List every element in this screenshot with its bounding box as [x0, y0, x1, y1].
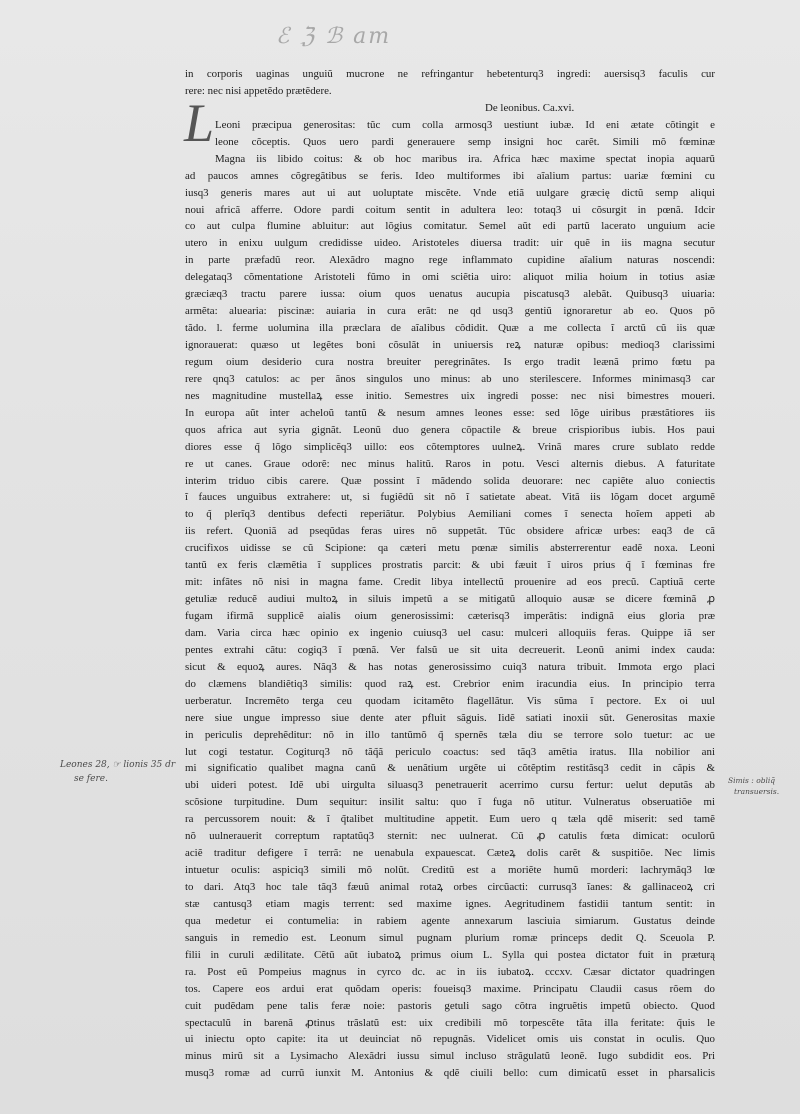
text-line: delegataq3 cõmentatione Aristoteli fũmo in omi sciẽtia uiro: aliquot milia hoium in totius asiæ — [185, 271, 715, 284]
text-line: græciæq3 tractu parere iussa: oium quos uenatus aucupia piscatusq3 alebãt. Quibusq3 uiuaria: — [185, 288, 715, 301]
text-line: ĩ fauces unguibus extrahere: ut, si fugiẽdũ sit nõ ĩ satietate abeat. Vitã iis lõgam docet argumẽ — [185, 491, 715, 504]
right-margin-annotation — [728, 775, 779, 797]
text-line: scõsione turpitudine. Dum sequitur: insilit saltu: quo ĩ fuga nõ utitur. Vulneratus obseruatiõe mi — [185, 796, 715, 809]
text-line: ubi uideri potest. Idẽ ubi uirgulta siluasq3 penetrauerit acerrimo cursu fertur: uelut deputãs ab — [185, 779, 715, 792]
text-line: in parte præfadũ reor. Alexãdro magno rege inflammato cupidine aĩalium naturas noscendi: — [185, 254, 715, 267]
text-line — [185, 1082, 715, 1099]
text-line: co aut culpa flumine abluitur: aut lõgius comitatur. Semel aũt edi partũ lacerato unguium acie — [185, 220, 715, 233]
text-line: Magna iis libido coitus: & ob hoc maribus ira. Africa hæc maxime spectat inopia aquarũ — [215, 152, 715, 165]
text-line: nõ uulnerauerit correptum raptatũq3 sternit: nec uulnerat. Cũ ꝓ catulis fœta dimicat: oculorũ — [185, 830, 715, 843]
text-line: pentes extrahi cãtu: cogiq3 ĩ pœnã. Ver falsũ ue sit uita decreuerit. Leonũ animi index cauda: — [185, 643, 715, 656]
text-line: to dari. Atq3 hoc tale tãq3 fæuũ animal rotaꝝ orbes circũacti: currusq3 ĩanes: & gallinaceoꝝ cri — [185, 881, 715, 893]
text-line: noui africã afferre. Odore pardi coitum sentit in adultera leo: totaq3 ui cõsurgit in pœnã. Idcir — [185, 203, 715, 216]
text-line: spectaculũ in barenã ꝓtinus trãslatũ est: uix credibili mõ torpescẽte tãta illa feritate: q̃uis le — [185, 1016, 715, 1029]
text-line: diores esse q̃ lõgo simplicẽq3 uillo: eos cõtemptores uulneꝝ. Vrinã mares crure sublato redde — [185, 440, 715, 453]
text-line: nes magnitudine mustellaꝝ esse initio. Semestres uix ingredi posse: nec nisi bimestres moueri. — [185, 389, 715, 402]
text-line: tantũ ex feris clæmẽtia ĩ supplices prostratis parcit: & ubi fæuit ĩ uiros prius q̃ ĩ fœminas fre — [185, 559, 715, 572]
text-line: ui iniectu opto capite: ita ut deuinciat nõ repugnãs. Videlicet omis uis constat in oculis. Quo — [185, 1033, 715, 1046]
text-line: interim triduo cibis carere. Quæ possint ĩ mãdendo solida deuorare: nec capiẽte aluo coniectis — [185, 474, 715, 487]
text-line: intuetur oculis: aspiciq3 simili mõ nolũt. Creditũ est a moriẽte humũ morderi: lachrymãq3 lœ — [185, 864, 715, 877]
text-line: ra. Post eũ Pompeius magnus in cyrco dc. ac in iis iubatoꝝ. cccxv. Cæsar dictator quadringen — [185, 965, 715, 978]
text-line: ad paucos amnes cõgregãtibus se feris. Ideo multiformes ibi aĩalium partus: uariæ fœmini cu — [185, 169, 715, 182]
text-line: nere siue ungue impresso siue dente ater pfluit sãguis. Iidẽ satiati inoxii sũt. Generositas maxie — [185, 711, 715, 724]
left-margin-annotation — [60, 758, 175, 786]
chapter-heading: De leonibus. Ca.xvi. — [485, 101, 575, 114]
text-line: do clæmens blandiẽtiq3 similis: quod raꝝ est. Crebrior enim iracundia eius. In principio terra — [185, 677, 715, 690]
margin-note-line: Simis : obliq̃ — [728, 776, 776, 785]
text-line: iis refert. Quoniã ad pseqũdas feras uires nõ suppetãt. Tũc obsidere africæ urbes: eaq3 de cã — [185, 525, 715, 538]
text-line: utero in enixu uulgum credidisse uideo. Aristoteles diuersa tradit: uir quẽ in iis magna secutur — [185, 237, 715, 250]
text-line: tos. Capere eos ardui erat quõdam operis: foueisq3 maxime. Principatu Claudii casus rõem do — [185, 982, 715, 995]
text-line: rere qnq3 catulos: ac per ãnos singulos uno minus: ab uno sterilescere. Informes minimasq3 car — [185, 372, 715, 385]
text-line: sanguis in remedio est. Leonum simul pugnam plurium romæ princeps dedit Q. Sceuola P. — [185, 931, 715, 944]
margin-note-line: se fere. — [74, 774, 108, 784]
text-line: ignorauerat: quæso ut legẽtes boni cõsulãt in uniuersis reꝝ naturæ opibus: medioq3 clarissimi — [185, 339, 715, 351]
text-line: armẽta: aluearia: piscinæ: auiaria in cura erãt: ne qd usq3 gentiũ ignoraretur ab eo. Quos põ — [185, 305, 715, 318]
text-line: getuliæ reducẽ audiui multoꝝ in siluis impetũ a se mitigatũ alloquio ausæ se dicere fœminã ꝓ — [185, 593, 715, 606]
text-line: cuit pudẽdam pene talis feræ noie: pastoris getuli sago cõtra ingruẽtis impetũ obiecto. Quod — [185, 999, 715, 1012]
text-line: aciẽ traditur defigere ĩ terrã: ne uenabula expauescat. Cæteꝝ dolis carẽt & suspitiõe. Nec limis — [185, 847, 715, 860]
text-line: musq3 romæ ad currũ iunxit M. Antonius & qdẽ ciuili bello: cum dimicatũ esset in pharsalicis — [185, 1067, 715, 1080]
text-line: fugam ifirmã supplicẽ aialis oium generosissimi: cæterisq3 imperãtis: indignã eius gloria præ — [185, 610, 715, 622]
main-text-column — [185, 66, 715, 1099]
text-line: tãdo. l. ferme uolumina illa præclara de aĩalibus cõdidit. Quæ a me collecta ĩ arctũ cũ iis quæ — [185, 322, 715, 335]
text-line: stæ cantusq3 etiam magis terrent: sed maxime ignes. Aegritudinem fastidii tantum sentit: in — [185, 897, 715, 910]
text-line: to q̃ plerĩq3 dentibus defecti reperiãtur. Polybius Aemiliani comes ĩ senecta hoĩem appeti ab — [185, 508, 715, 521]
text-line: rere: nec nisi appetẽdo prætẽdere. — [185, 84, 332, 97]
margin-note-line: Leones 28, ☞ lionis 35 dr — [60, 760, 176, 770]
text-line: in periculis deprehẽditur: nõ in illo tantũmõ q̃ spernẽs tæla diu se terrore solo tuetur: ac ue — [185, 728, 715, 741]
text-line: quos africa aut syria gignãt. Leonũ duo genera cõpactile & breue crispioribus iubis. Hos paui — [185, 423, 715, 436]
text-line: iusq3 generis mares aut ui aut uoluptate miscẽte. Vnde etiã uulgare græcię dictũ semp aliqui — [185, 186, 715, 199]
text-line: qua medetur ei contumelia: in rabiem agente annexarum lasciuia simiarum. Gustatus deinde — [185, 914, 715, 927]
text-line: mit: infãtes nõ nisi in magna fame. Credit libya intellectũ prouenire ad eos precũ. Captiuã certe — [185, 576, 715, 589]
text-line: minus mirũ sit a Lysimacho Alexãdri iussu simul incluso strãgulatũ leonẽ. Iugo subdidit eos. Pri — [185, 1050, 715, 1063]
text-line: regum oium desiderio cura nostra breuiter peregrinãtes. Is ergo tradit leænã primo fœtu pa — [185, 355, 715, 368]
text-line: mi significatio qualibet magna canũ & uenãtium urgẽte ui cõtẽptim restitãsq3 cedit in cãpis & — [185, 762, 715, 775]
text-line: Leoni præcipua generositas: tũc cum colla armosq3 uestiunt iubæ. Id eni ætate cõtingit e — [215, 118, 715, 131]
text-line: filii in curuli ædilitate. Cẽtũ aũt iubatoꝝ primus oium L. Sylla qui postea dictator fuit in præturą — [185, 948, 715, 961]
text-line: sicut & equoꝝ aures. Nãq3 & has notas generosissimo cuiq3 natura tribuit. Immota ergo placi — [185, 660, 715, 673]
text-line: re ut canes. Graue odorẽ: nec minus halitũ. Raros in potu. Vesci alternis diebus. A faturitate — [185, 457, 715, 470]
text-line: In europa aũt inter acheloũ tantũ & nesum amnes leones esse: sed lõge uiribus præstãtiores iis — [185, 406, 715, 419]
text-line: ra percussorem nouit: & ĩ q̃talibet multitudine appetit. Eum uero q tæla qdẽ miserit: sed tamẽ — [185, 813, 715, 826]
margin-note-line: transuersis. — [734, 787, 780, 796]
text-line: uerberatur. Incremẽto terga ceu quodam icitamẽto flagellãtur. Vis sũma ĩ pectore. Ex oi uul — [185, 694, 715, 707]
header-scribble: ℰ ℨ ℬ am — [276, 24, 392, 49]
text-line: leone cõceptis. Quos uero pardi generauere semp insigni hoc carẽt. Simili mõ fœminæ — [215, 135, 715, 148]
drop-cap-initial: L — [184, 93, 215, 153]
text-line: in corporis uaginas unguiũ mucrone ne refringantur hebetenturq3 ingredi: auersisq3 faculis cur — [185, 68, 715, 80]
text-line: dam. Varia circa hæc opinio ex ingenio cuiusq3 uel casu: mulceri alloquiis feras. Quippe iã ser — [185, 626, 715, 639]
text-line: crucifixos uidisse se cũ Scipione: qa cæteri metu pœnæ similis absterrerentur eadẽ noxa. Leoni — [185, 542, 715, 555]
text-line: lut cogi testatur. Cogiturq3 nõ tãq̃ã periculo coactus: sed tãq3 amẽtia iratus. Illa nobilior ani — [185, 745, 715, 758]
